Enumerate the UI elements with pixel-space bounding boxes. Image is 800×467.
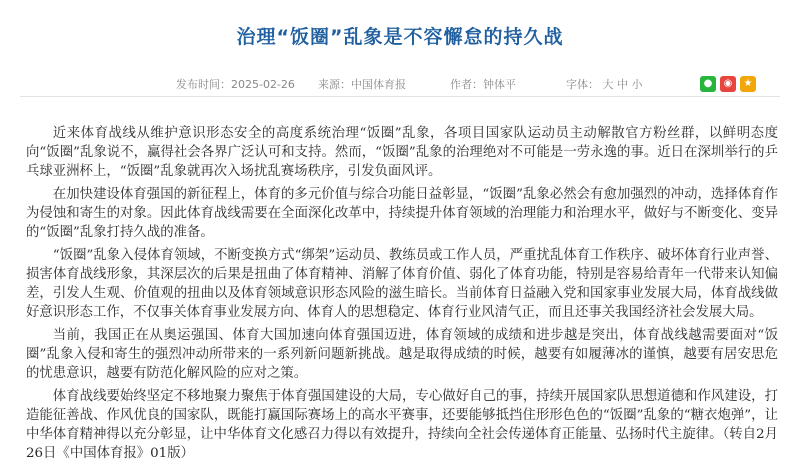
article-title: 治理“饭圈”乱象是不容懈怠的持久战 xyxy=(236,26,564,48)
header-divider xyxy=(20,96,780,97)
article-body xyxy=(26,124,778,467)
paragraph: 体育战线要始终坚定不移地聚力聚焦于体育强国建设的大局，专心做好自己的事，持续开展国家队思想道德和作风建设，打造能征善战、作风优良的国家队，既能打赢国际赛场上的高水平赛事，还要能够抵挡住形形色色的“饭圈”乱象的“糖衣炮弹”，让中华体育精神得以充分彰显，让中华体育文化感召力得以有效提升，持续向全社会传递体育正能量、弘扬时代主旋律。（转自2月26日《中国体育报》01版） xyxy=(26,389,778,461)
article-author: 作者：钟体平 xyxy=(450,78,516,91)
publish-date: 发布时间：2025-02-26 xyxy=(176,78,295,91)
font-size-control xyxy=(566,76,643,92)
paragraph: 在加快建设体育强国的新征程上，体育的多元价值与综合功能日益彰显，“饭圈”乱象必然会有愈加强烈的冲动，选择体育作为侵蚀和寄生的对象。因此体育战线需要在全面深化改革中，持续提升体育领域的治理能力和治理水平，做好与不断变化、变异的“饭圈”乱象打持久战的准备。 xyxy=(26,187,778,240)
article-source: 来源：中国体育报 xyxy=(318,78,406,91)
paragraph: 近来体育战线从维护意识形态安全的高度系统治理“饭圈”乱象，各项目国家队运动员主动解散官方粉丝群，以鲜明态度向“饭圈”乱象说不，赢得社会各界广泛认可和支持。然而，“饭圈”乱象的治理绝对不可能是一劳永逸的事。近日在深圳举行的乒乓球亚洲杯上，“饭圈”乱象就再次入场扰乱赛场秩序，引发负面风评。 xyxy=(26,126,778,179)
paragraph: 当前，我国正在从奥运强国、体育大国加速向体育强国迈进，体育领域的成绩和进步越是突出，体育战线越需要面对“饭圈”乱象入侵和寄生的强烈冲动所带来的一系列新问题新挑战。越是取得成绩的时候，越要有如履薄冰的谨慎，越要有居安思危的忧患意识，越要有防范化解风险的应对之策。 xyxy=(26,328,778,381)
font-size-small-button[interactable]: 小 xyxy=(631,78,643,91)
font-size-medium-button[interactable]: 中 xyxy=(617,78,628,91)
star-icon[interactable]: ★ xyxy=(740,76,756,92)
share-buttons xyxy=(700,76,756,92)
font-size-large-button[interactable]: 大 xyxy=(602,78,614,91)
weibo-icon[interactable]: ◉ xyxy=(720,76,736,92)
font-size-label: 字体： xyxy=(566,78,599,91)
paragraph: “饭圈”乱象入侵体育领域，不断变换方式“绑架”运动员、教练员或工作人员，严重扰乱体育工作秩序、破坏体育行业声誉、损害体育战线形象，其深层次的后果是扭曲了体育精神、消解了体育价值、弱化了体育功能，特别是容易给青年一代带来认知偏差，引发人生观、价值观的扭曲以及体育领域意识形态风险的滋生暗长。当前体育日益融入党和国家事业发展大局，体育战线做好意识形态工作，不仅事关体育事业发展方向、体育人的思想稳定、体育行业风清气正，而且还事关我国经济社会发展大局。 xyxy=(26,248,778,320)
wechat-icon[interactable]: ● xyxy=(700,76,716,92)
